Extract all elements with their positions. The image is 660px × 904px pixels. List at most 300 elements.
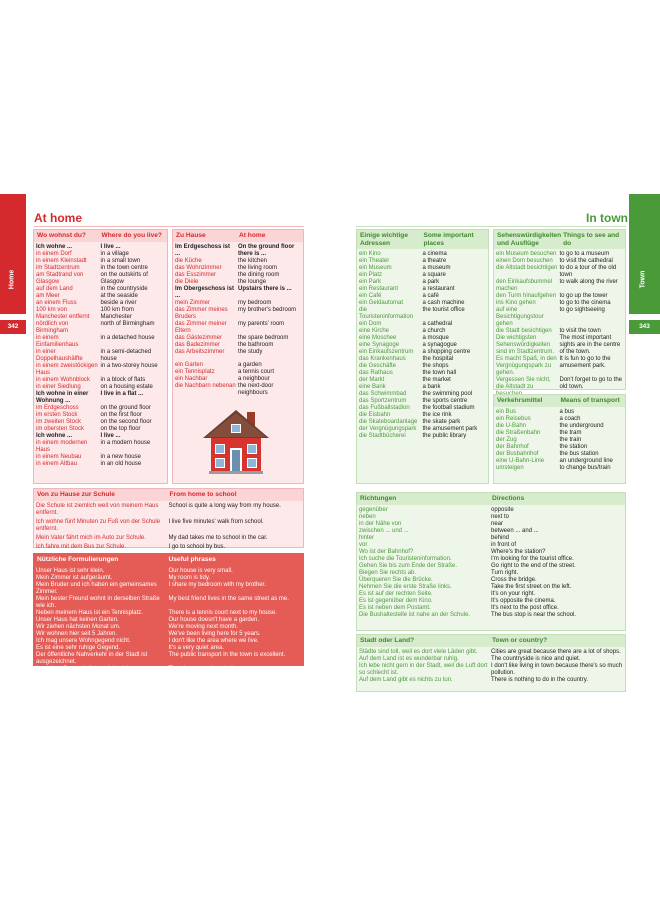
term-de: in einem modernen Haus	[36, 439, 88, 453]
table-row	[36, 419, 165, 426]
term-en: to do a tour of the old town	[559, 265, 617, 278]
table-row	[359, 328, 486, 335]
term-en: a tennis court	[238, 368, 275, 375]
term-en: in the town centre	[100, 264, 148, 271]
table-row	[175, 258, 301, 265]
term-en: on the second floor	[100, 418, 152, 425]
term-en: a mosque	[422, 335, 449, 341]
term-de: ein Platz	[359, 272, 383, 278]
things-to-see-box	[493, 229, 626, 390]
term-en: the market	[422, 377, 451, 383]
term-de: eine Kirche	[359, 328, 390, 334]
term-en: I'm looking for the tourist office.	[491, 555, 574, 562]
rows	[175, 242, 301, 356]
table-row	[175, 342, 301, 349]
term-en: I live in a flat ...	[100, 390, 144, 397]
term-de: in einem Wohnblock	[36, 376, 90, 383]
term-de: Es ist neben dem Postamt.	[359, 604, 431, 611]
term-en: on the first floor	[100, 411, 142, 418]
term-en: Go right to the end of the street.	[491, 562, 576, 569]
term-de: die Nachbarn nebenan	[175, 382, 236, 389]
town-side-tab	[629, 194, 660, 314]
term-de: gegenüber	[359, 506, 388, 513]
term-de: der Vergnügungspark	[359, 426, 417, 432]
table-row	[359, 412, 486, 419]
left-page-title: At home	[34, 211, 82, 225]
table-row	[36, 433, 165, 440]
term-en: Take the first street on the left.	[491, 583, 572, 590]
table-row	[496, 251, 623, 258]
term-en: the bathroom	[238, 341, 274, 348]
table-row	[359, 649, 623, 656]
term-de: die Altstadt besichtigen	[496, 265, 558, 271]
table-row	[359, 272, 486, 279]
table-row	[496, 444, 623, 451]
table-row	[175, 335, 301, 342]
table-row	[36, 454, 165, 461]
term-en: the spare bedroom	[238, 334, 289, 341]
table-row	[496, 265, 623, 279]
term-de: im ersten Stock	[36, 411, 78, 418]
table-row	[175, 265, 301, 272]
term-en: a museum	[422, 265, 451, 271]
box-header	[494, 395, 625, 407]
term-de: in einem Neubau	[36, 453, 82, 460]
term-de: in der Nähe von	[359, 520, 402, 527]
term-en: in a modern house	[100, 439, 151, 446]
table-row	[36, 307, 165, 321]
term-de: ins Kino gehen	[496, 300, 536, 306]
table-row	[496, 335, 623, 356]
table-row	[359, 514, 623, 521]
header-de: Richtungen	[360, 495, 397, 502]
term-de: ein Garten	[175, 361, 204, 368]
term-de: die Diele	[175, 278, 199, 285]
term-de: Neben meinem Haus ist ein Tennisplatz.	[36, 609, 143, 616]
term-de: Wir ziehen nächsten Monat um.	[36, 623, 121, 630]
term-en: It's on your right.	[491, 590, 536, 597]
table-row	[359, 656, 623, 663]
term-en: My dad takes me to school in the car.	[168, 534, 268, 541]
table-row	[359, 300, 486, 307]
term-de: ein Museum	[359, 265, 392, 271]
term-de: Wir wohnen hier seit 5 Jahren.	[36, 630, 118, 637]
term-de: Biegen Sie rechts ab.	[359, 569, 417, 576]
table-row	[36, 272, 165, 286]
rows	[496, 249, 623, 398]
term-en: Don't forget to go to the old town.	[559, 377, 623, 390]
term-de: umsteigen	[496, 464, 524, 471]
term-en: to go to the cinema	[559, 300, 611, 306]
term-de: im obersten Stock	[36, 425, 85, 432]
term-en: the study	[238, 348, 263, 355]
term-en: the dining room	[238, 271, 280, 278]
term-de: Ich mag unsere Wohngegend nicht.	[36, 637, 131, 644]
term-de: das Rathaus	[359, 370, 393, 376]
means-of-transport-box	[493, 394, 626, 484]
term-de: der Busbahnhof	[496, 450, 539, 457]
term-en: in a semi-detached house	[100, 348, 152, 362]
term-de: das Zimmer meiner Eltern	[175, 320, 227, 334]
table-row	[359, 556, 623, 563]
term-de: eine Synagoge	[359, 342, 400, 348]
table-row	[175, 300, 301, 307]
term-en: in a two-storey house	[100, 362, 158, 369]
header-de: Wo wohnst du?	[37, 232, 86, 239]
table-row	[36, 519, 301, 533]
table-row	[359, 377, 486, 384]
table-row	[36, 575, 301, 582]
term-de: Mein Vater fährt mich im Auto zur Schule.	[36, 534, 146, 541]
table-row	[359, 251, 486, 258]
table-row	[36, 286, 165, 293]
term-en: the living room	[238, 264, 278, 271]
term-en: in a block of flats	[100, 376, 146, 383]
rows	[496, 407, 623, 472]
term-de: ein Museum besuchen	[496, 251, 557, 257]
term-de: das Esszimmer	[175, 271, 217, 278]
table-row	[175, 349, 301, 356]
term-de: an einem Fluss	[36, 299, 77, 306]
term-en: at the seaside	[100, 292, 138, 299]
term-de: eine U-Bahn-Linie	[496, 457, 545, 464]
term-en: The bus stop is near the school.	[491, 611, 577, 618]
term-de: hinter	[359, 534, 375, 541]
table-row	[36, 321, 165, 335]
header-en: From home to school	[169, 491, 237, 498]
term-en: my brother's bedroom	[238, 306, 297, 313]
term-en: I share my bedroom with my brother.	[168, 581, 266, 588]
term-de: die Küche	[175, 257, 202, 264]
term-en: a theatre	[422, 258, 447, 264]
house-illustration	[201, 406, 271, 474]
box-header	[494, 230, 625, 249]
term-de: im Stadtzentrum	[36, 264, 80, 271]
table-row	[496, 279, 623, 293]
term-de: auf dem Land	[36, 285, 73, 292]
term-de: einen Dom besuchen	[496, 258, 553, 264]
right-page-number: 343	[629, 320, 660, 334]
term-en: The countryside is nice and quiet.	[491, 655, 581, 662]
term-de: 100 km von Manchester entfernt	[36, 306, 90, 320]
term-en: a church	[422, 328, 446, 334]
term-en: a bus	[559, 408, 575, 415]
term-en: On the ground floor there is ...	[238, 243, 295, 257]
term-en: the sports centre	[422, 398, 468, 404]
table-row	[175, 376, 301, 383]
term-en: 100 km from Manchester	[100, 306, 134, 320]
term-en: the station	[559, 443, 588, 450]
term-de: Ich lebe nicht gern in der Stadt, weil die Luft dort so schlecht ist.	[359, 662, 488, 676]
term-en: It's next to the post office.	[491, 604, 559, 611]
term-de: in einem Einfamilienhaus	[36, 334, 79, 348]
table-row	[36, 440, 165, 454]
term-en: a synagogue	[422, 342, 457, 348]
term-en: the swimming pool	[422, 391, 473, 397]
term-en: The new area I live in is much better than where I used to live.	[168, 672, 300, 686]
term-de: Es macht Spaß, in den Vergnügungspark zu gehen.	[496, 356, 557, 376]
term-en: on a housing estate	[100, 383, 153, 390]
table-row	[359, 384, 486, 391]
term-en: the tourist office	[422, 307, 465, 313]
table-row	[496, 307, 623, 328]
table-row	[175, 369, 301, 376]
term-de: Die Bushaltestelle ist nahe an der Schule.	[359, 611, 471, 618]
term-de: mein Zimmer	[175, 299, 211, 306]
term-en: a café	[422, 293, 439, 299]
term-en: in a new house	[100, 453, 141, 460]
term-en: We've been living here for 5 years.	[168, 630, 261, 637]
table-row	[359, 612, 623, 619]
term-de: Gehen Sie bis zum Ende der Straße.	[359, 562, 458, 569]
table-row	[359, 528, 623, 535]
table-row	[36, 617, 301, 624]
term-de: Es ist gegenüber dem Kino.	[359, 597, 433, 604]
box-header	[357, 230, 488, 249]
table-row	[359, 398, 486, 405]
term-de: Vergessen Sie nicht, die Altstadt zu	[496, 377, 551, 390]
table-row	[359, 507, 623, 514]
header-de: Stadt oder Land?	[360, 637, 415, 644]
term-en: Our house is very small.	[168, 567, 233, 574]
header-de: Sehenswürdigkeiten und Ausflüge	[497, 232, 562, 247]
table-row	[496, 258, 623, 265]
term-de: den Einkaufsbummel machen	[496, 279, 553, 292]
term-en: Upstairs there is ...	[238, 285, 292, 292]
rows	[359, 647, 623, 684]
term-de: Wo ist der Bahnhof?	[359, 548, 414, 555]
useful-phrases-box	[33, 553, 304, 686]
table-row	[359, 363, 486, 370]
table-row	[36, 412, 165, 419]
table-row	[36, 461, 165, 468]
term-en: the town hall	[422, 370, 457, 376]
term-en: to change bus/train	[559, 464, 611, 471]
term-de: ein Park	[359, 279, 382, 285]
term-en: my bedroom	[238, 299, 272, 306]
table-row	[36, 544, 301, 551]
table-row	[359, 605, 623, 612]
term-de: Es ist eine sehr ruhige Gegend.	[36, 644, 121, 651]
table-row	[359, 419, 486, 426]
table-row	[496, 416, 623, 423]
term-de: eine Moschee	[359, 335, 397, 341]
term-de: im zweiten Stock	[36, 418, 82, 425]
term-de: Auf dem Land gibt es nichts zu tun.	[359, 676, 453, 683]
table-row	[175, 279, 301, 286]
term-de: am Meer	[36, 292, 60, 299]
term-de: den Turm hinaufgehen	[496, 293, 557, 299]
table-row	[359, 279, 486, 286]
table-row	[359, 584, 623, 591]
table-row	[175, 244, 301, 258]
term-en: It's opposite the cinema.	[491, 597, 556, 604]
term-de: Ich fahre mit dem Bus zur Schule.	[36, 543, 127, 550]
term-de: die Stadt besichtigen	[496, 328, 552, 334]
table-row	[359, 598, 623, 605]
term-en: behind	[491, 534, 510, 541]
term-de: ein Bus	[496, 408, 517, 415]
term-en: My best friend lives in the same street as me.	[168, 595, 289, 602]
term-de: ein Restaurant	[359, 286, 399, 292]
term-en: in a detached house	[100, 334, 155, 341]
term-de: ein Geldautomat	[359, 300, 404, 306]
table-row	[175, 383, 301, 397]
table-row	[36, 631, 301, 638]
term-en: to walk along the river	[559, 279, 618, 285]
table-row	[36, 624, 301, 631]
header-en: Means of transport	[560, 397, 620, 404]
term-de: Auf dem Land ist es wunderbar ruhig.	[359, 655, 459, 662]
term-de: Ich wohne ...	[36, 432, 73, 439]
term-de: die Eisbahn	[359, 412, 391, 418]
term-en: north of Birmingham	[100, 320, 155, 327]
term-en: the train	[559, 436, 582, 443]
term-en: the lounge	[238, 278, 267, 285]
table-row	[359, 286, 486, 293]
table-row	[359, 335, 486, 342]
town-tab-label: Town	[639, 270, 647, 289]
right-title-rule	[356, 226, 626, 227]
table-row	[359, 663, 623, 677]
term-en: an underground line	[559, 457, 613, 464]
term-de: auf eine Besichtigungstour gehen	[496, 307, 544, 327]
term-en: in front of	[491, 541, 517, 548]
term-en: in an old house	[100, 460, 142, 467]
table-row	[36, 645, 301, 652]
term-en: We're moving next month.	[168, 623, 238, 630]
term-de: die Touristeninformation	[359, 307, 414, 320]
term-en: Our house doesn't have a garden.	[168, 616, 260, 623]
table-row	[359, 570, 623, 577]
term-en: My room is tidy.	[168, 574, 211, 581]
term-en: There is nothing to do in the country.	[491, 676, 588, 683]
rows	[36, 501, 301, 551]
term-en: to visit the town	[559, 328, 601, 334]
table-row	[496, 423, 623, 430]
table-row	[359, 405, 486, 412]
left-page-number: 342	[0, 320, 26, 334]
term-de: in einem zweistöckigen Haus	[36, 362, 98, 376]
term-en: near	[491, 520, 504, 527]
table-row	[36, 596, 301, 610]
term-de: Mein Bruder und ich haben ein gemeinsames Zimmer.	[36, 581, 157, 595]
term-de: Unser Haus hat keinen Garten.	[36, 616, 119, 623]
term-en: a cathedral	[422, 321, 453, 327]
table-row	[359, 542, 623, 549]
term-de: Nehmen Sie die erste Straße links.	[359, 583, 452, 590]
table-row	[359, 535, 623, 542]
term-de: Ich suche die Touristeninformation.	[359, 555, 452, 562]
table-row	[359, 265, 486, 272]
term-de: das Sportzentrum	[359, 398, 407, 404]
term-de: Ich wohne ...	[36, 243, 73, 250]
term-en: a coach	[559, 415, 581, 422]
box-header	[357, 635, 625, 647]
header-en: Some important places	[423, 232, 474, 247]
term-en: I live ...	[100, 432, 121, 439]
rooms-box	[172, 229, 304, 484]
table-row	[359, 349, 486, 356]
term-en: the skate park	[422, 419, 461, 425]
term-en: School is quite a long way from my house.	[168, 502, 281, 509]
table-row	[359, 391, 486, 398]
term-de: ein Dom	[359, 321, 382, 327]
table-row	[359, 370, 486, 377]
term-en: in a village	[100, 250, 129, 257]
term-de: In meiner Gegend gibt es nicht viel zu tun.	[36, 665, 149, 672]
table-row	[36, 391, 165, 405]
term-de: der Bahnhof	[496, 443, 529, 450]
table-row	[36, 258, 165, 265]
table-row	[496, 430, 623, 437]
term-en: opposite	[491, 506, 514, 513]
term-en: the tram	[559, 429, 582, 436]
rows	[175, 356, 301, 397]
header-en: Useful phrases	[168, 556, 216, 563]
table-row	[175, 362, 301, 369]
table-row	[36, 535, 301, 542]
term-en: beside a river	[100, 299, 137, 306]
table-row	[496, 465, 623, 472]
term-de: ein Café	[359, 293, 382, 299]
table-row	[36, 582, 301, 596]
term-de: die Straßenbahn	[496, 429, 541, 436]
table-row	[36, 405, 165, 412]
term-de: eine Bank	[359, 384, 386, 390]
term-en: the next-door neighbours	[238, 382, 274, 396]
term-de: Im Erdgeschoss ist ...	[175, 243, 231, 257]
rows	[359, 505, 623, 619]
term-en: in a small town	[100, 257, 141, 264]
term-de: das Zimmer meines Bruders	[175, 306, 228, 320]
term-en: a restaurant	[422, 286, 455, 292]
term-de: Im Obergeschoss ist ...	[175, 285, 235, 299]
table-row	[175, 307, 301, 321]
table-row	[359, 321, 486, 328]
table-row	[496, 458, 623, 465]
term-en: a shopping centre	[422, 349, 471, 355]
town-or-country-box	[356, 634, 626, 692]
term-en: to go to a museum	[559, 251, 610, 257]
term-en: It is fun to go to the amusement park.	[559, 356, 611, 369]
term-en: the public library	[422, 433, 467, 439]
term-de: Es ist auf der rechten Seite.	[359, 590, 433, 597]
term-en: The public transport in the town is excellent.	[168, 651, 286, 658]
term-en: a cinema	[422, 251, 447, 257]
term-de: ein Reisebus	[496, 415, 531, 422]
table-row	[36, 673, 301, 687]
directions-box	[356, 492, 626, 631]
term-en: I don't like the area where we live.	[168, 637, 259, 644]
header-de: Verkehrsmittel	[497, 397, 543, 404]
term-de: die Geschäfte	[359, 363, 397, 369]
term-en: I don't like living in town because there's so much pollution.	[491, 662, 623, 676]
table-row	[175, 286, 301, 300]
term-en: the kitchen	[238, 257, 268, 264]
term-de: Die Schule ist ziemlich weit von meinem Haus entfernt.	[36, 502, 159, 516]
term-en: a park	[422, 279, 440, 285]
box-header	[36, 554, 301, 566]
term-de: im Erdgeschoss	[36, 404, 79, 411]
header-de: Nützliche Formulierungen	[37, 556, 119, 563]
table-row	[36, 335, 165, 349]
table-row	[359, 577, 623, 584]
table-row	[359, 258, 486, 265]
rows	[359, 249, 486, 440]
table-row	[496, 451, 623, 458]
term-en: a garden	[238, 361, 262, 368]
